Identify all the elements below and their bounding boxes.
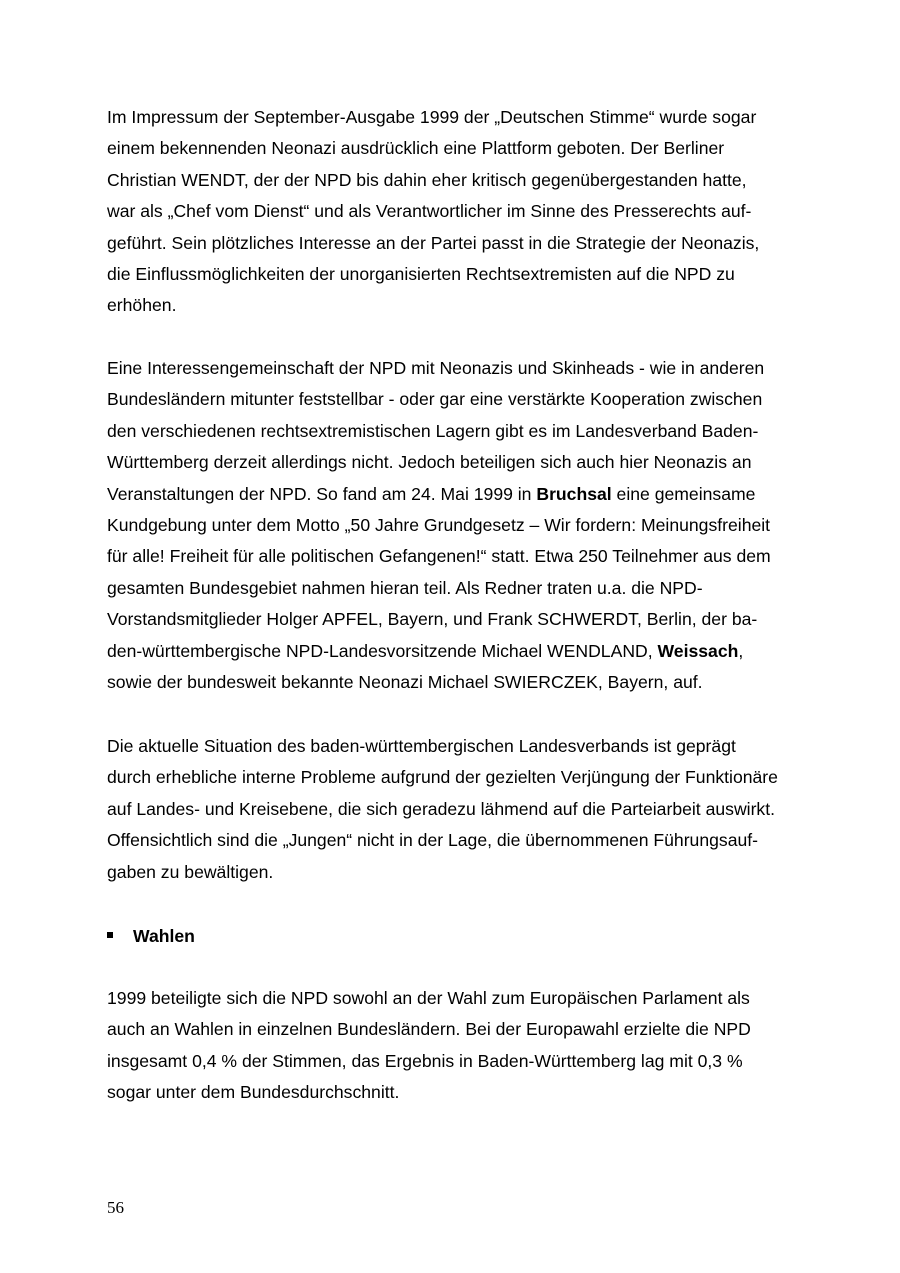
square-bullet-icon [107, 932, 113, 938]
paragraph-wahlen [107, 983, 807, 1109]
text-line: erhöhen. [107, 295, 177, 316]
text-line [107, 479, 807, 510]
text-line: Kundgebung unter dem Motto „50 Jahre Grundgesetz – Wir fordern: Meinungsfreiheit [107, 515, 771, 536]
text-line: gaben zu bewältigen. [107, 861, 274, 882]
text-line: Christian WENDT, der der NPD bis dahin eher kritisch gegenübergestanden hatte, [107, 169, 747, 190]
text-line: Offensichtlich sind die „Jungen“ nicht in der Lage, die übernommenen Führungsauf- [107, 830, 759, 851]
text-line: die Einflussmöglichkeiten der unorganisierten Rechtsextremisten auf die NPD zu [107, 264, 735, 285]
section-heading-wahlen [107, 920, 195, 952]
place-name-bruchsal: Bruchsal [536, 483, 612, 504]
text-segment: eine gemeinsame [611, 483, 756, 504]
text-line: insgesamt 0,4 % der Stimmen, das Ergebnis in Baden-Württemberg lag mit 0,3 % [107, 1050, 743, 1071]
text-line: den verschiedenen rechtsextremistischen Lagern gibt es im Landesverband Baden- [107, 420, 759, 441]
text-line: sogar unter dem Bundesdurchschnitt. [107, 1082, 400, 1103]
text-line [107, 636, 807, 667]
text-segment: , [738, 640, 744, 661]
text-line: Württemberg derzeit allerdings nicht. Jedoch beteiligen sich auch hier Neonazis an [107, 452, 752, 473]
page-number: 56 [107, 1198, 124, 1217]
paragraph-impressum [107, 102, 807, 322]
section-heading-text: Wahlen [133, 926, 195, 946]
text-line: sowie der bundesweit bekannte Neonazi Michael SWIERCZEK, Bayern, auf. [107, 672, 703, 693]
text-line: Im Impressum der September-Ausgabe 1999 der „Deutschen Stimme“ wurde sogar [107, 107, 757, 127]
paragraph-interessengemeinschaft [107, 353, 807, 698]
text-line: auf Landes- und Kreisebene, die sich geradezu lähmend auf die Parteiarbeit auswirkt. [107, 798, 775, 819]
text-line: Bundesländern mitunter feststellbar - oder gar eine verstärkte Kooperation zwischen [107, 389, 763, 410]
text-line: einem bekennenden Neonazi ausdrücklich eine Plattform geboten. Der Berliner [107, 138, 725, 159]
text-line: 1999 beteiligte sich die NPD sowohl an der Wahl zum Europäischen Parlament als [107, 988, 750, 1008]
text-line: gesamten Bundesgebiet nahmen hieran teil. Als Redner traten u.a. die NPD- [107, 577, 703, 598]
paragraph-aktuelle-situation [107, 731, 807, 888]
text-line: Eine Interessengemeinschaft der NPD mit Neonazis und Skinheads - wie in anderen [107, 358, 765, 378]
text-line: Die aktuelle Situation des baden-württembergischen Landesverbands ist geprägt [107, 736, 736, 756]
text-segment: den-württembergische NPD-Landesvorsitzende Michael WENDLAND, [107, 640, 658, 661]
text-line: Vorstandsmitglieder Holger APFEL, Bayern, und Frank SCHWERDT, Berlin, der ba- [107, 609, 758, 630]
place-name-weissach: Weissach [657, 640, 739, 661]
text-segment: Veranstaltungen der NPD. So fand am 24. Mai 1999 in [107, 483, 537, 504]
text-line: geführt. Sein plötzliches Interesse an der Partei passt in die Strategie der Neonazis, [107, 232, 760, 253]
text-line: durch erhebliche interne Probleme aufgrund der gezielten Verjüngung der Funktionäre [107, 767, 778, 788]
text-line: auch an Wahlen in einzelnen Bundesländern. Bei der Europawahl erzielte die NPD [107, 1019, 751, 1040]
text-line: für alle! Freiheit für alle politischen Gefangenen!“ statt. Etwa 250 Teilnehmer aus dem [107, 546, 771, 567]
text-line: war als „Chef vom Dienst“ und als Verantwortlicher im Sinne des Presserechts auf- [107, 201, 752, 222]
